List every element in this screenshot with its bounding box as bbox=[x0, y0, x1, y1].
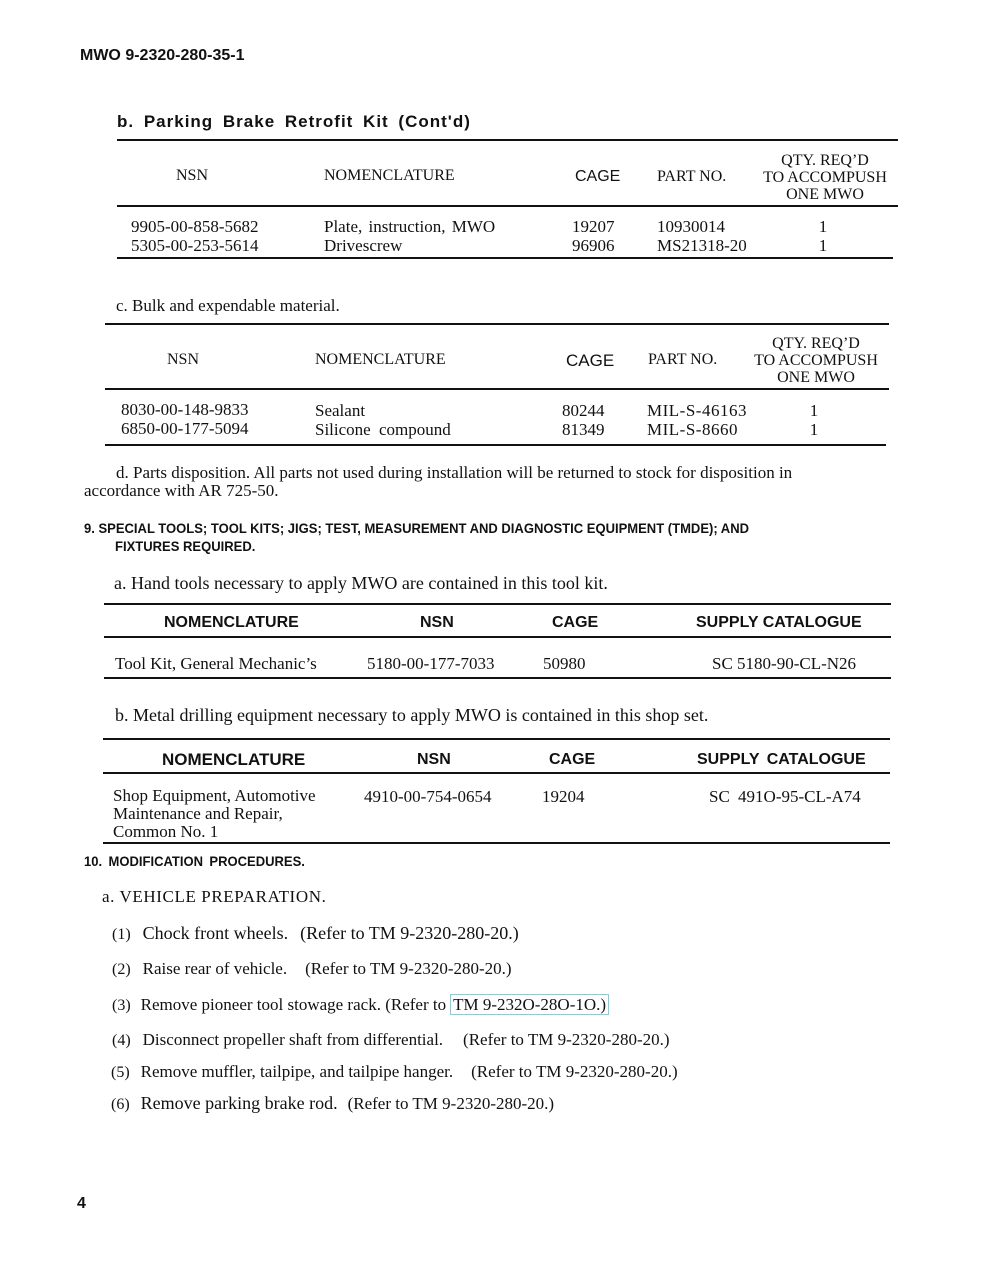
step-text: Remove pioneer tool stowage rack. (Refer to bbox=[140, 995, 447, 1014]
table-cell: Silicone compound bbox=[315, 420, 451, 439]
col-header-cage: CAGE bbox=[552, 614, 599, 631]
table-rule bbox=[105, 323, 889, 325]
table-cell: Plate, instruction, MWO bbox=[324, 217, 496, 236]
col-header-part-no: PART NO. bbox=[657, 168, 727, 185]
step-text: Chock front wheels. bbox=[142, 923, 289, 943]
col-header-cage: CAGE bbox=[549, 751, 596, 768]
table-rule bbox=[105, 388, 889, 390]
section-9a-text: a. Hand tools necessary to apply MWO are contained in this tool kit. bbox=[114, 573, 608, 593]
nomenclature-line: Shop Equipment, Automotive bbox=[113, 786, 316, 805]
section-10-heading: 10. MODIFICATION PROCEDURES. bbox=[84, 853, 305, 869]
procedure-step bbox=[112, 1030, 670, 1050]
document-id: MWO 9-2320-280-35-1 bbox=[80, 47, 245, 64]
procedure-step bbox=[112, 959, 512, 979]
step-reference: (Refer to TM 9-2320-280-20.) bbox=[471, 1062, 678, 1081]
nomenclature-column bbox=[315, 401, 451, 439]
table-rule bbox=[104, 603, 891, 605]
table-cell: 80244 bbox=[562, 401, 605, 420]
step-reference: (Refer to TM 9-2320-280-20.) bbox=[463, 1030, 670, 1049]
step-text: Remove muffler, tailpipe, and tailpipe hanger. bbox=[140, 1062, 454, 1081]
table-cell: 1 bbox=[809, 401, 819, 420]
table-cell: MS21318-20 bbox=[657, 236, 747, 255]
table-cell: Drivescrew bbox=[324, 236, 403, 255]
col-header-nomenclature: NOMENCLATURE bbox=[164, 614, 299, 631]
step-reference: (Refer to TM 9-2320-280-20.) bbox=[347, 1094, 555, 1113]
table-cell: 10930014 bbox=[657, 217, 725, 236]
table-cell-nsn: 5180-00-177-7033 bbox=[367, 654, 495, 673]
nomenclature-line: Maintenance and Repair, bbox=[113, 804, 283, 823]
col-header-nsn: NSN bbox=[167, 351, 200, 368]
nomenclature-column bbox=[324, 217, 495, 255]
qty-header-line: TO ACCOMPUSH bbox=[763, 169, 887, 186]
section-b-title: b. Parking Brake Retrofit Kit (Cont'd) bbox=[117, 112, 471, 131]
step-number: (5) bbox=[111, 1064, 130, 1081]
section-10a-subtitle: a. VEHICLE PREPARATION. bbox=[102, 887, 327, 906]
table-cell-supply-catalogue: SC 5180-90-CL-N26 bbox=[712, 654, 857, 673]
table-rule bbox=[103, 842, 890, 844]
qty-column bbox=[803, 401, 825, 439]
table-cell-cage: 19204 bbox=[542, 787, 585, 806]
table-cell: 8030-00-148-9833 bbox=[121, 400, 249, 419]
page-number: 4 bbox=[77, 1195, 86, 1212]
step-reference: (Refer to TM 9-2320-280-20.) bbox=[300, 923, 519, 943]
col-header-nomenclature: NOMENCLATURE bbox=[324, 167, 455, 184]
qty-header-line: QTY. REQ’D bbox=[772, 335, 860, 352]
section-d-paragraph-line: accordance with AR 725-50. bbox=[84, 481, 279, 500]
table-cell: 1 bbox=[818, 217, 828, 236]
col-header-qty bbox=[752, 152, 898, 203]
table-cell-nsn: 4910-00-754-0654 bbox=[364, 787, 492, 806]
cage-column bbox=[572, 217, 615, 255]
nsn-column bbox=[121, 400, 248, 438]
table-cell-cage: 50980 bbox=[543, 654, 586, 673]
col-header-nsn: NSN bbox=[176, 167, 209, 184]
qty-header-line: ONE MWO bbox=[786, 186, 864, 203]
nomenclature-line: Common No. 1 bbox=[113, 822, 219, 841]
col-header-nsn: NSN bbox=[417, 751, 451, 768]
step-text: Raise rear of vehicle. bbox=[142, 959, 288, 978]
table-cell: 6850-00-177-5094 bbox=[121, 419, 249, 438]
section-c-title: c. Bulk and expendable material. bbox=[116, 296, 340, 315]
table-cell: MIL-S-8660 bbox=[647, 420, 738, 439]
qty-header-line: TO ACCOMPUSH bbox=[754, 352, 878, 369]
table-cell: 1 bbox=[818, 236, 828, 255]
procedure-step bbox=[111, 1062, 678, 1082]
table-cell: 96906 bbox=[572, 236, 615, 255]
table-rule bbox=[104, 677, 891, 679]
table-cell: 19207 bbox=[572, 217, 615, 236]
col-header-supply-catalogue: SUPPLY CATALOGUE bbox=[697, 751, 866, 768]
table-rule bbox=[103, 738, 890, 740]
col-header-part-no: PART NO. bbox=[648, 351, 718, 368]
step-number: (1) bbox=[112, 926, 131, 943]
table-cell: 1 bbox=[809, 420, 819, 439]
step-number: (4) bbox=[112, 1032, 131, 1049]
table-rule bbox=[117, 257, 893, 259]
part-no-column bbox=[657, 217, 747, 255]
col-header-supply-catalogue: SUPPLY CATALOGUE bbox=[696, 614, 862, 631]
step-reference: (Refer to TM 9-2320-280-20.) bbox=[305, 959, 512, 978]
cage-column bbox=[562, 401, 605, 439]
qty-header-line: QTY. REQ’D bbox=[781, 152, 869, 169]
step-number: (2) bbox=[112, 961, 131, 978]
qty-column bbox=[812, 217, 834, 255]
col-header-nsn: NSN bbox=[420, 614, 454, 631]
table-rule bbox=[103, 772, 890, 774]
table-rule bbox=[104, 636, 891, 638]
table-cell: 81349 bbox=[562, 420, 605, 439]
step-number: (6) bbox=[111, 1096, 130, 1113]
table-cell: Sealant bbox=[315, 401, 366, 420]
step-number: (3) bbox=[112, 997, 131, 1014]
procedure-step bbox=[112, 923, 519, 944]
procedure-step bbox=[112, 995, 609, 1015]
col-header-qty bbox=[743, 335, 889, 386]
table-cell-nomenclature bbox=[113, 787, 316, 841]
table-rule bbox=[117, 139, 898, 141]
nsn-column bbox=[131, 217, 258, 255]
part-no-column bbox=[647, 401, 747, 439]
table-cell: 5305-00-253-5614 bbox=[131, 236, 259, 255]
step-text: Disconnect propeller shaft from differential. bbox=[142, 1030, 444, 1049]
table-rule bbox=[105, 444, 886, 446]
col-header-nomenclature: NOMENCLATURE bbox=[315, 351, 446, 368]
table-cell: 9905-00-858-5682 bbox=[131, 217, 259, 236]
procedure-step bbox=[111, 1093, 554, 1114]
qty-header-line: ONE MWO bbox=[777, 369, 855, 386]
table-cell-supply-catalogue: SC 491O-95-CL-A74 bbox=[709, 787, 861, 806]
col-header-cage: CAGE bbox=[575, 168, 621, 185]
section-9-heading: 9. SPECIAL TOOLS; TOOL KITS; JIGS; TEST, MEASUREMENT AND DIAGNOSTIC EQUIPMENT (TMDE); AND bbox=[84, 520, 750, 536]
section-9b-text: b. Metal drilling equipment necessary to apply MWO is contained in this shop set. bbox=[115, 705, 709, 725]
table-cell-nomenclature: Tool Kit, General Mechanic’s bbox=[115, 654, 317, 673]
table-rule bbox=[117, 205, 898, 207]
col-header-nomenclature: NOMENCLATURE bbox=[162, 750, 306, 769]
section-9-heading-cont: FIXTURES REQUIRED. bbox=[115, 538, 256, 554]
section-d-paragraph-line: d. Parts disposition. All parts not used during installation will be returned to stock for disposition in bbox=[116, 463, 793, 482]
table-cell: MIL-S-46163 bbox=[647, 401, 747, 420]
col-header-cage: CAGE bbox=[566, 351, 615, 370]
tm-reference-link[interactable]: TM 9-232O-28O-1O.) bbox=[450, 994, 609, 1015]
step-text: Remove parking brake rod. bbox=[140, 1093, 338, 1113]
